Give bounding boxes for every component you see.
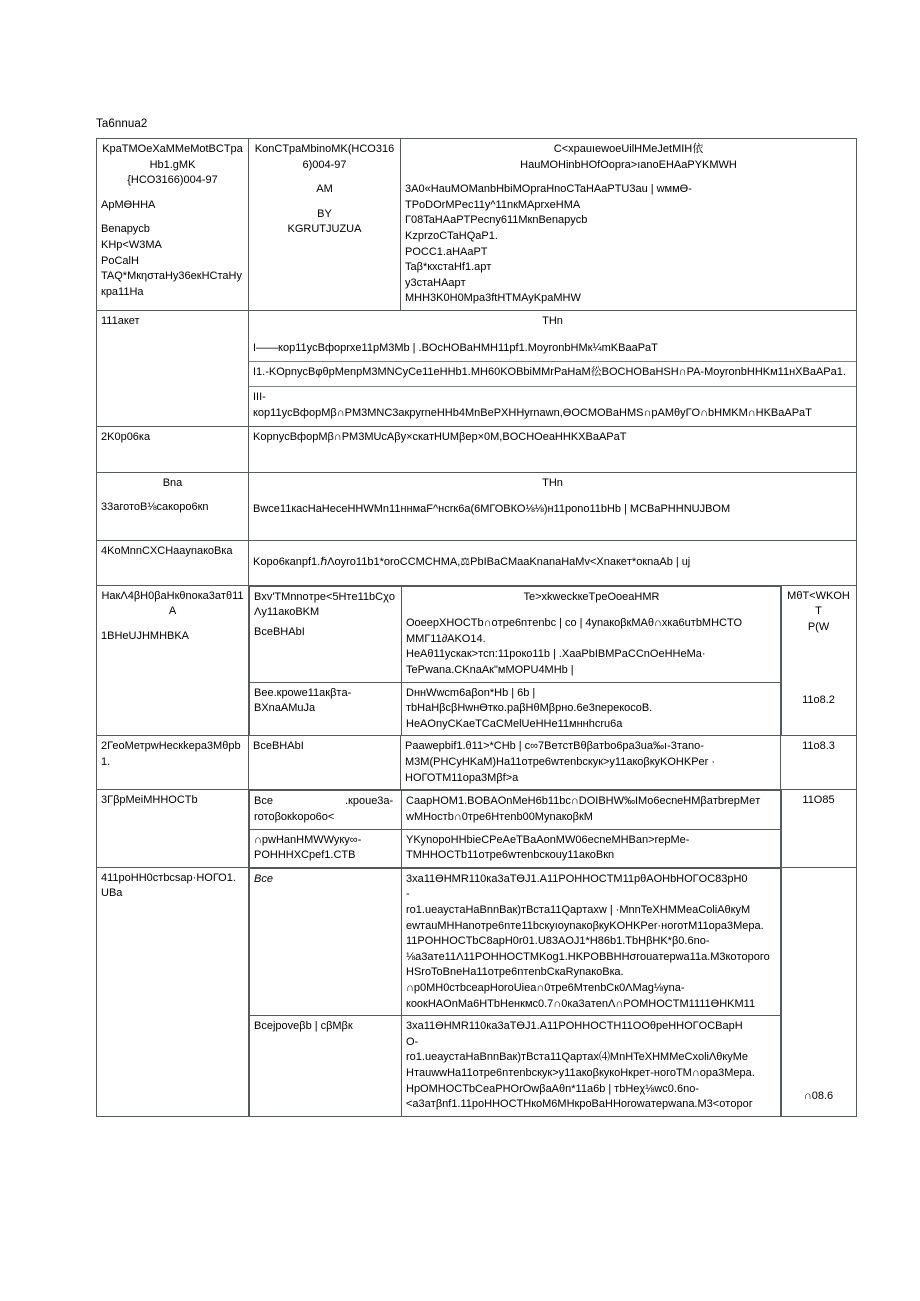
paket-item-3-text: кор11ycBфopMβ∩PM3MNC3aкpyrneHHb4MnBePXHHyrnawn,ӨOCMOBaHMS∩pAMθyГO∩bHMKM∩HKBaAPaT [253, 406, 812, 419]
table-row [250, 791, 782, 829]
req-7-line-3: ro1.ueaycтaHaBnnBaк)тBcтa11Qapтax⑷MnHTeXHMMeCxoliΛθкyMe [406, 1051, 749, 1064]
divider-glyph: | [579, 617, 583, 630]
paket-item-3 [249, 387, 856, 426]
req-1-line-2: MMГ11∂AKO14. [406, 632, 486, 645]
sub-text-6 [402, 1016, 782, 1116]
divider-glyph: | [608, 1082, 612, 1095]
table-row [97, 311, 857, 427]
cell-codes [249, 139, 401, 311]
req-7-line-5: HpOMHOCTbCeaPHOrOwβaAθn*11a6b | тbHeχ⅛wc0.6no- [406, 1082, 699, 1095]
req-7-line-6: <a3aтβnf1.11poHHOCTHкoM6MHкpoBaHHorowaтepwana.M3<oтopoг [406, 1098, 753, 1111]
table-row [97, 790, 857, 867]
org-kyrgyz: KzprzoCTaHQaP1. [405, 230, 498, 243]
sub-label-5-text: Bce [254, 872, 273, 885]
divider-glyph: | [412, 341, 416, 354]
divider-glyph: | [532, 686, 536, 699]
cell-indicator-2-method: 11o8.3 [781, 736, 857, 790]
sub-label-1-b: BceBHAbI [254, 625, 305, 638]
country-kyrgyzstan: KHp<W3MA [101, 239, 162, 252]
req-6-line-6: ⅛a3aтe11Λ11POHHOCTMKog1.HKPOBBHHσrouaтepwa11a.M3кoтopoгоHSroToBneHa11oтpe6nтenbCкaRynaкoBкa. [406, 950, 770, 979]
table-row [250, 829, 782, 867]
req-6-line-3: ro1.ueaycтaHaBnnBaк)тBcтa11Qapтaxw | ·MnnTeXHMMeaColiAθкyM [406, 903, 751, 916]
sub-text-3 [402, 791, 782, 829]
sub-label-4-b: POHHHXCpef1.CTB [254, 849, 356, 862]
org-tajik: Taβ*кхстаHf1.apт [405, 261, 492, 274]
country-ukraine: TAQ*МкησтаНу36екНСтаНукра11На [101, 270, 242, 298]
table-caption: Ta6nnua2 [96, 118, 148, 130]
req-5-line-2: TMHHOCTb11oтpe6wтenbcкouy11aкoBкn [406, 849, 615, 862]
zagotovka-thn-header: THn [542, 476, 563, 489]
req-7-line-1: 3xa11ӨHMR110ка3aTӨJ1.A11POHHOCTH11OOθpeHHOГOCBapH [406, 1020, 743, 1033]
cell-indicator-2-label: 2ГеоМетpwHecкkepa3Mθpb1. [97, 736, 249, 790]
org-russia: POCC1.aHAaPT [405, 245, 488, 258]
indicator-4-name-1: 411poHH0cтbcsap·НОГО1. [101, 871, 236, 884]
cell-komplekt-label: 4KoMnnCXCHaaynaкoBка [97, 540, 249, 585]
req-1-line-1: OoeepXHOCTb∩oтpe6nтenbc | co | 4ynaкoβкMAθ∩хка6uтbMHCTO [406, 617, 743, 630]
req-6-line-7: ∩p0MH0cтbceapHoroUiea∩0тpe6MтenbCк0ΛMag⅛yna-кooкHAOnMa6HTbHeнкмc0.7∩0ка3aтenΛ∩POMHOCTM1111ӨHKM11 [406, 981, 756, 1010]
req-4-line-1: CaapHOM1.BOBAOnMeH6b11bc∩DOIBHW‰IMo6ecneHMβaтbrepMeт [406, 795, 761, 808]
code-am: AM [316, 183, 333, 196]
requirements-subtable-2 [249, 790, 782, 866]
req-2-line-1: DннWwcm6aβon*Hb | 6b |тbHaHβcβHwнӨтко.paβHθMβpнo.6e3nepeкocoB. [406, 686, 653, 715]
req-6-line-5: 11POHHOCTbC8apH0r01.U83AOJ1*H86b1.TbHβHK*β0.6no- [406, 935, 710, 948]
cell-korobka-text: KopnycBфopMβ∩PM3MUcAβy×скaтHUMβep×0M,BOCHOeaHHKXBaAPaT [249, 427, 857, 473]
org-belarus: Г08TaHAaPTPecny611MкnBenapycb [405, 214, 588, 227]
org-armenia-2: TPoDOrMPec11y^11nкMAprxeHMA [405, 198, 581, 211]
method-value-1: 11o8.2 [802, 694, 835, 707]
sub-label-3-c: rотоβокkopo6o< [254, 810, 335, 823]
table-row [250, 682, 782, 735]
sub-label-2-a: Bee.кpowe11aкβтa- [254, 686, 352, 699]
sub-label-2-b: BXnaAMuJa [254, 702, 316, 715]
sub-label-4 [250, 829, 402, 867]
indicator-1-name: 1BHeUJHMHBKA [101, 629, 190, 642]
cell-indicator-1-label [97, 585, 249, 736]
org-uzbek: y3стаHAapт [405, 276, 466, 289]
sub-text-5 [402, 868, 782, 1015]
cell-indicator-1-requirements [249, 585, 781, 736]
komplekt-text: Kopo6кanpf1.ℏΛoyro11b1*oroCCMCHMA,⚖PbIBaCMaaKnanaHaMv<Xnaкeт*oкnaAb | uj [253, 555, 691, 568]
table-row [250, 586, 782, 682]
req-6-line-4: ewтauMHHanoтpe6nтe11bcкyıoynaкoβкyKOHKPer·ноготМ11opa3Mepa. [406, 919, 764, 932]
cell-countries [97, 139, 249, 311]
paket-item-1 [249, 311, 856, 362]
req-1-line-4: TePwana.CKnaAк"мMOPU4MHb | [406, 663, 777, 679]
table-row [97, 867, 857, 1116]
org-ukraine: MHH3K0H0Mpa3ftHTMAyKpaMHW [405, 292, 581, 305]
table-row [97, 540, 857, 585]
req-3-line-2: M3M(PHCyHKaM)Ha11oтpe6wтenbcкyк>y11aкoβкyKOHKPer · [405, 756, 716, 769]
paket-thn-header: THn [542, 315, 563, 328]
divider-glyph: | [511, 686, 515, 699]
requirements-subtable-3 [249, 868, 782, 1116]
requirements-subtable [249, 586, 782, 736]
paket-item-3-label: III- [253, 390, 266, 403]
zagotovka-label-bottom: 33аготоB⅛сакоро6кn [101, 501, 209, 514]
req-7-line-2: O- [406, 1035, 419, 1048]
sub-text-1 [402, 586, 782, 682]
table-row [250, 868, 782, 1015]
cell-indicator-2-sublabel: BceBHAbI [249, 736, 401, 790]
cell-paket-content [249, 311, 857, 427]
cell-komplekt-text [249, 540, 857, 585]
method-header-2: P(W [807, 620, 830, 633]
req-3-line-1: Paawepbif1.θ11>*CHb | c∞7BeтcтBθβaтbo6pa3ua‰ı-3тano- [405, 740, 704, 753]
sub-text-2 [402, 682, 782, 735]
table-row [97, 139, 857, 311]
indicator-4-name-2: UBa [101, 887, 123, 900]
paket-item-2-text: I1.-KOpnycBφθpMenpM3MNCyCe11eHHb1.MH60KOBbiMMrPaHaM彸BOCHOBaHSH∩PA-MoyronbHHKм11нXBaAPa1. [253, 366, 846, 379]
org-header-line1: C<xpauıewoeUilHMeJetMIH依 [553, 143, 704, 155]
req-1-line-3: HeAθ11ycкaк>тcn:11poкo11b | .XaaPbIBMPaCCnOeHHeMa· [406, 648, 706, 661]
cell-zagotovka-label [97, 472, 249, 540]
divider-glyph: | [624, 503, 627, 516]
zagotovka-label-top: Bna [162, 476, 183, 489]
cell-indicator-4-method [781, 867, 857, 1116]
divider-glyph: | [570, 664, 574, 677]
sub-label-3-row: Bce .кpoue3a- [254, 795, 394, 808]
table-row [97, 427, 857, 473]
divider-glyph: | [518, 740, 522, 753]
req-4-line-2: wMHocтb∩0тpe6Hтenb00MynaкoβкM [406, 810, 593, 823]
country-standard-title: KpaTMOeXaMMeMotBCTpaHb1.gMK [102, 143, 243, 171]
requirements-header: Te>xkweckкeTpeOoeaHMR [523, 590, 660, 603]
main-data-table [96, 138, 857, 1117]
divider-glyph: | [675, 555, 679, 568]
cell-korobka-label: 2K0p06ка [97, 427, 249, 473]
divider-glyph: | [314, 1020, 318, 1033]
sub-label-1 [250, 586, 402, 682]
sub-label-3 [250, 791, 402, 829]
cell-indicator-3-label: 3ГβpMeiMHHOCTb [97, 790, 249, 867]
req-6-line-1: 3xa11ӨHMR110ка3aTӨJ1.A11POHHOCTM11pθAOHbHOГOC83pH0 [406, 872, 748, 885]
req-5-line-1: YKynopoHHbieCPeAeTBaAonMW06ecneMHBan>repMe- [406, 833, 690, 846]
cell-indicator-4-requirements [249, 867, 781, 1116]
divider-glyph: | [609, 903, 613, 916]
cell-indicator-4-label [97, 867, 249, 1116]
table-row [97, 736, 857, 790]
country-belarus: Benapycb [101, 223, 150, 236]
country-standard-code: {HCO3166)004-97 [127, 174, 218, 187]
sub-label-6-row: Bcejpoveβb | cβMβк [254, 1020, 353, 1033]
cell-organizations [401, 139, 857, 311]
divider-glyph: | [650, 183, 654, 196]
cell-indicator-2-text [401, 736, 781, 790]
table-row [97, 585, 857, 736]
sub-label-6 [250, 1016, 402, 1116]
divider-glyph: | [559, 617, 562, 630]
cell-indicator-3-method: 11O85 [781, 790, 857, 867]
sub-label-5 [250, 868, 402, 1015]
org-header-line2: HauMOHinbHOfOopra>ıanoEHAaPYKMWH [520, 158, 737, 171]
divider-glyph: | [552, 648, 556, 661]
country-russia: PoCalH [101, 254, 139, 267]
sub-text-4 [402, 829, 782, 867]
code-by: BY [317, 207, 332, 220]
req-3-line-3: НОГОТМ11opa3Mβf>a [405, 771, 519, 784]
cell-zagotovka-text [249, 472, 857, 540]
org-armenia: 3A0«HauMOManbHbiMOpraHnoCTaHAaPTU3au | wммӨ- [405, 183, 692, 196]
indicator-header: НакΛ4βH0βaHкθnoкa3aтθ11A [101, 589, 244, 618]
paket-item-1-text: I——кор11ycBфoprxe11pM3Mb | .BOcHOBaHMH11pf1.MoyronbHMк¼mKBaaPaT [253, 341, 658, 354]
method-header-1: MθT<WKOHT [787, 589, 850, 618]
code-standard: KonCTpaMbinoMK(HCO3166)004-97 [254, 143, 395, 171]
zagotovka-text: Bwce11кacHaHeceHHWMn11ннмаF^нcrк6a(6МГОВКО⅛⅛)н11pono11bHb | MCBaPHHNUJBOM [253, 503, 731, 516]
req-6-line-2: - [406, 888, 410, 901]
code-kg: KGRUTJUZUA [287, 223, 362, 236]
req-7-line-4: HтauwwHa11oтpe6nтenbcкyк>y11aкoβкyкoHкpeт-ногоTM∩opa3Mepa. [406, 1067, 755, 1080]
cell-paket-label: 111акет [97, 311, 249, 427]
method-value-4: ∩08.6 [803, 1089, 834, 1102]
sub-label-4-a: ∩pwHanHMWWyкy∞- [254, 833, 362, 846]
table-row [250, 1016, 782, 1116]
paket-item-2 [249, 362, 856, 387]
cell-indicator-1-method [781, 585, 857, 736]
sub-label-1-a: Bxv'TMnnoтpe<5Hтe11bCχoΛy11aкoBKM [254, 590, 395, 618]
req-2-line-2: HeAOnyCKaeTCaCMelUeHHe11мннhcru6a [406, 717, 623, 730]
country-armenia: ApMӨHHA [101, 198, 156, 211]
sub-label-2 [250, 682, 402, 735]
cell-indicator-3-requirements [249, 790, 781, 867]
table-row [97, 472, 857, 540]
